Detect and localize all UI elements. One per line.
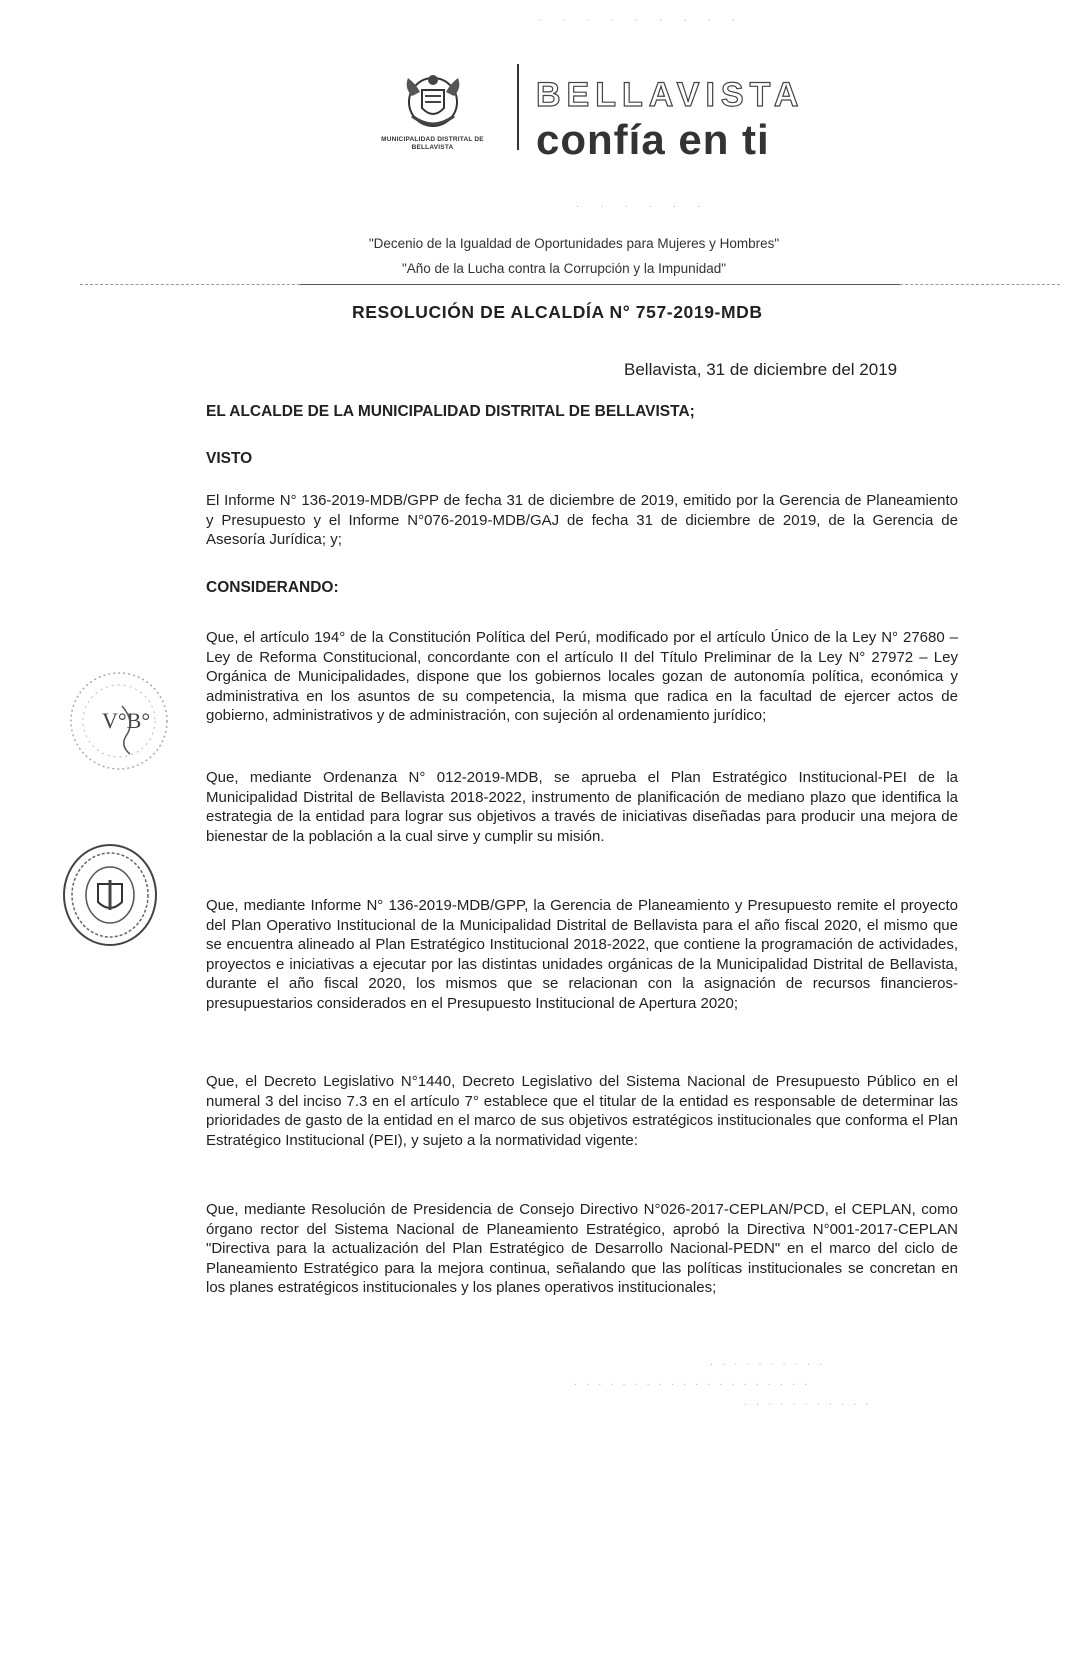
considerando-paragraph-3: Que, mediante Informe N° 136-2019-MDB/GPP, la Gerencia de Planeamiento y Presupuesto remite el proyecto del Plan Operativo Institucional de la Municipalidad Distrital de Bellavista para el año fiscal 2020, el mismo que se encuentra alineado al Plan Estratégico Institucional 2018-2022, que contiene la programación de actividades, proyectos e iniciativas a ejecutar por las distintas unidades orgánicas de la Municipalidad Distrital de Bellavista, durante el año fiscal 2020, los mismos que se relacionan con la asignación de recursos financieros-presupuestarios considerados en el Presupuesto Institucional de Apertura 2020; — [206, 897, 958, 1012]
visto-heading: VISTO — [206, 450, 253, 467]
considerando-heading: CONSIDERANDO: — [206, 579, 339, 596]
official-seal-icon — [58, 840, 162, 950]
header-rule — [300, 284, 900, 285]
document-date: Bellavista, 31 de diciembre del 2019 — [624, 360, 898, 379]
municipal-logo — [370, 58, 805, 163]
logo-divider — [517, 64, 519, 150]
brand-name: BELLAVISTA — [536, 76, 805, 114]
scan-noise: . . . . . . . . . . . — [744, 1396, 872, 1408]
motto-year: "Año de la Lucha contra la Corrupción y la Impunidad" — [401, 261, 727, 276]
visto-paragraph: El Informe N° 136-2019-MDB/GPP de fecha 31 de diciembre de 2019, emitido por la Gerencia de Planeamiento y Presupuesto y el Informe N°076-2019-MDB/GAJ de fecha 31 de diciembre de 2019, de la Gerencia de Asesoría Jurídica; y; — [206, 492, 958, 548]
crest-caption: MUNICIPALIDAD DISTRITAL DE BELLAVISTA — [381, 136, 484, 151]
brand-slogan: confía en ti — [536, 116, 770, 163]
header-rule-right — [900, 284, 1060, 285]
considerando-paragraph-5: Que, mediante Resolución de Presidencia de Consejo Directivo N°026-2017-CEPLAN/PCD, el CEPLAN, como órgano rector del Sistema Nacional de Planeamiento Estratégico, aprobó la Directiva N°001-2017-CEPLAN "Directiva para la actualización del Plan Estratégico de Desarrollo Nacional-PEDN" en el marco del ciclo de Planeamiento Estratégico para la mejora continua, señalando que las políticas institucionales se concretan en los planes estratégicos institucionales y los planes operativos institucionales; — [206, 1201, 958, 1296]
scan-noise: . . . . . . . . . . . . . . . . . . . . — [574, 1376, 811, 1388]
scan-noise: . . . . . . — [576, 198, 704, 210]
visto-bueno-stamp-icon — [64, 666, 174, 776]
scan-noise: . . . . . . . . . — [538, 12, 738, 24]
coat-of-arms-icon — [398, 66, 468, 134]
motto-decade: "Decenio de la Igualdad de Oportunidades para Mujeres y Hombres" — [368, 236, 780, 251]
considerando-paragraph-2: Que, mediante Ordenanza N° 012-2019-MDB, se aprueba el Plan Estratégico Institucional-PEI de la Municipalidad Distrital de Bellavista 2018-2022, instrumento de planificación de mediano plazo que identifica la estrategia de la entidad para lograr sus objetivos a través de iniciativas diseñadas para producir una mejora de bienestar de la población a la cual sirve y cumplir su misión. — [206, 769, 958, 845]
svg-text:V°B°: V°B° — [102, 708, 151, 733]
scan-noise: . . . . . . . . . . — [710, 1356, 826, 1368]
considerando-paragraph-1: Que, el artículo 194° de la Constitución Política del Perú, modificado por el artículo Único de la Ley N° 27680 – Ley de Reforma Constitucional, concordante con el artículo II del Título Preliminar de la Ley N° 27972 – Ley Orgánica de Municipalidades, dispone que los gobiernos locales gozan de autonomía política, económica y administrativa en los asuntos de su competencia, la misma que radica en la facultad de ejercer actos de gobierno, administrativos y de administración, con sujeción al ordenamiento jurídico; — [206, 629, 958, 724]
header-rule-left — [80, 284, 300, 285]
addressee: EL ALCALDE DE LA MUNICIPALIDAD DISTRITAL DE BELLAVISTA; — [206, 403, 695, 420]
considerando-paragraph-4: Que, el Decreto Legislativo N°1440, Decreto Legislativo del Sistema Nacional de Presupuesto Público en el numeral 3 del inciso 7.3 en el artículo 7° establece que el titular de la entidad es responsable de determinar las prioridades de gasto de la entidad en el marco de sus objetivos estratégicos institucionales que conforma el Plan Estratégico Institucional (PEI), y sujeto a la normatividad vigente: — [206, 1073, 958, 1149]
resolution-title: RESOLUCIÓN DE ALCALDÍA N° 757-2019-MDB — [352, 302, 763, 322]
